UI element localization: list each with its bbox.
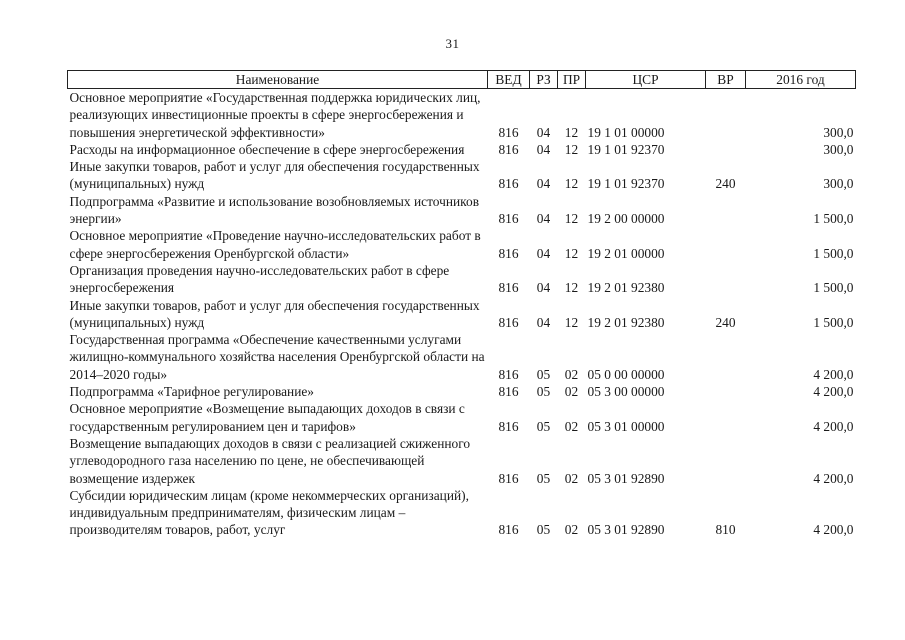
- cell-name: Расходы на информационное обеспечение в сфере энергосбережения: [69, 141, 465, 157]
- cell-name: Иные закупки товаров, работ и услуг для обеспечения государственных (муниципальных) нужд: [69, 297, 480, 330]
- cell-amount: 4 200,0: [813, 522, 854, 538]
- cell-ved: 816: [498, 366, 519, 382]
- cell-ved: 816: [498, 245, 519, 261]
- cell-ved: 816: [498, 314, 519, 330]
- cell-vr: 240: [715, 314, 736, 330]
- cell-csr: 05 3 01 00000: [587, 418, 665, 434]
- table-row: [68, 297, 856, 332]
- cell-rz: 04: [536, 124, 551, 140]
- header-pr: ПР: [558, 71, 586, 89]
- cell-csr: 19 2 01 00000: [587, 245, 665, 261]
- table-row: [68, 89, 856, 141]
- cell-name: Государственная программа «Обеспечение качественными услугами жилищно-коммунального хозяйства населения Оренбургской области на 2014–2020 годы»: [69, 332, 485, 382]
- cell-vr: [706, 141, 746, 158]
- page-number: 31: [445, 36, 460, 51]
- table-header: [68, 71, 856, 89]
- table-row: [68, 193, 856, 228]
- cell-pr: 12: [564, 245, 579, 261]
- cell-amount: 4 200,0: [813, 384, 854, 400]
- header-csr: ЦСР: [586, 71, 706, 89]
- cell-rz: 05: [536, 418, 551, 434]
- cell-vr: [706, 227, 746, 262]
- cell-csr: 05 3 00 00000: [587, 384, 665, 400]
- cell-ved: 816: [498, 141, 519, 157]
- cell-amount: 4 200,0: [813, 418, 854, 434]
- cell-pr: 12: [564, 141, 579, 157]
- cell-ved: 816: [498, 470, 519, 486]
- cell-rz: 05: [536, 384, 551, 400]
- cell-vr: [706, 400, 746, 435]
- cell-ved: 816: [498, 522, 519, 538]
- cell-name: Основное мероприятие «Государственная поддержка юридических лиц, реализующих инвестиционные проекты в сфере энергосбережения и повышения энергетической эффективности»: [69, 90, 481, 140]
- cell-amount: 300,0: [823, 141, 854, 157]
- cell-amount: 1 500,0: [813, 314, 854, 330]
- cell-rz: 04: [536, 176, 551, 192]
- cell-ved: 816: [498, 211, 519, 227]
- cell-rz: 05: [536, 470, 551, 486]
- cell-name: Субсидии юридическим лицам (кроме некоммерческих организаций), индивидуальным предпринимателям, физическим лицам – производителям товаров, работ, услуг: [69, 487, 469, 538]
- cell-ved: 816: [498, 280, 519, 296]
- cell-pr: 02: [564, 384, 579, 400]
- cell-csr: 05 3 01 92890: [587, 470, 665, 486]
- cell-csr: 19 2 01 92380: [587, 280, 665, 296]
- cell-pr: 02: [564, 470, 579, 486]
- cell-pr: 02: [564, 522, 579, 538]
- header-name: Наименование: [68, 71, 488, 89]
- cell-pr: 12: [564, 124, 579, 140]
- header-year: 2016 год: [746, 71, 856, 89]
- cell-name: Подпрограмма «Развитие и использование возобновляемых источников энергии»: [69, 193, 480, 227]
- cell-csr: 19 2 01 92380: [587, 314, 665, 330]
- cell-rz: 04: [536, 141, 551, 157]
- cell-csr: 19 1 01 92370: [587, 176, 665, 192]
- cell-rz: 04: [536, 280, 551, 296]
- cell-rz: 04: [536, 314, 551, 330]
- cell-csr: 19 1 01 92370: [587, 141, 665, 157]
- cell-amount: 1 500,0: [813, 245, 854, 261]
- table-row: [68, 331, 856, 383]
- header-rz: РЗ: [530, 71, 558, 89]
- cell-ved: 816: [498, 418, 519, 434]
- cell-pr: 02: [564, 366, 579, 382]
- cell-name: Иные закупки товаров, работ и услуг для обеспечения государственных (муниципальных) нужд: [69, 159, 480, 192]
- cell-pr: 12: [564, 280, 579, 296]
- cell-rz: 05: [536, 366, 551, 382]
- cell-ved: 816: [498, 176, 519, 192]
- cell-pr: 12: [564, 211, 579, 227]
- cell-vr: [706, 89, 746, 141]
- table-row: [68, 383, 856, 400]
- cell-name: Основное мероприятие «Возмещение выпадающих доходов в связи с государственным регулированием цен и тарифов»: [69, 401, 465, 434]
- table-row: [68, 435, 856, 487]
- cell-name: Основное мероприятие «Проведение научно-исследовательских работ в сфере энергосбережения Оренбургской области»: [69, 228, 481, 261]
- budget-table: [67, 70, 856, 539]
- cell-amount: 300,0: [823, 176, 854, 192]
- cell-rz: 04: [536, 211, 551, 227]
- cell-pr: 02: [564, 418, 579, 434]
- cell-amount: 4 200,0: [813, 366, 854, 382]
- header-vr: ВР: [706, 71, 746, 89]
- cell-csr: 19 1 01 00000: [587, 124, 665, 140]
- table-row: [68, 400, 856, 435]
- header-ved: ВЕД: [488, 71, 530, 89]
- cell-amount: 4 200,0: [813, 470, 854, 486]
- cell-rz: 05: [536, 522, 551, 538]
- cell-pr: 12: [564, 176, 579, 192]
- table-row: [68, 487, 856, 539]
- cell-csr: 05 0 00 00000: [587, 366, 665, 382]
- cell-ved: 816: [498, 384, 519, 400]
- cell-vr: 240: [715, 176, 736, 192]
- cell-rz: 04: [536, 245, 551, 261]
- cell-name: Возмещение выпадающих доходов в связи с реализацией сжиженного углеводородного газа населению по цене, не обеспечивающей возмещение издержек: [69, 435, 471, 486]
- table-row: [68, 141, 856, 158]
- cell-amount: 300,0: [823, 124, 854, 140]
- table-row: [68, 227, 856, 262]
- cell-vr: [706, 193, 746, 228]
- header-row: [68, 71, 856, 89]
- cell-csr: 05 3 01 92890: [587, 522, 665, 538]
- cell-ved: 816: [498, 124, 519, 140]
- cell-name: Подпрограмма «Тарифное регулирование»: [69, 384, 315, 400]
- cell-vr: [706, 383, 746, 400]
- cell-vr: 810: [715, 522, 736, 538]
- cell-vr: [706, 262, 746, 297]
- cell-amount: 1 500,0: [813, 211, 854, 227]
- table-row: [68, 262, 856, 297]
- cell-name: Организация проведения научно-исследовательских работ в сфере энергосбережения: [69, 262, 450, 296]
- table-body: [68, 89, 856, 539]
- cell-csr: 19 2 00 00000: [587, 211, 665, 227]
- cell-pr: 12: [564, 314, 579, 330]
- cell-vr: [706, 435, 746, 487]
- cell-amount: 1 500,0: [813, 280, 854, 296]
- table-row: [68, 158, 856, 193]
- cell-vr: [706, 331, 746, 383]
